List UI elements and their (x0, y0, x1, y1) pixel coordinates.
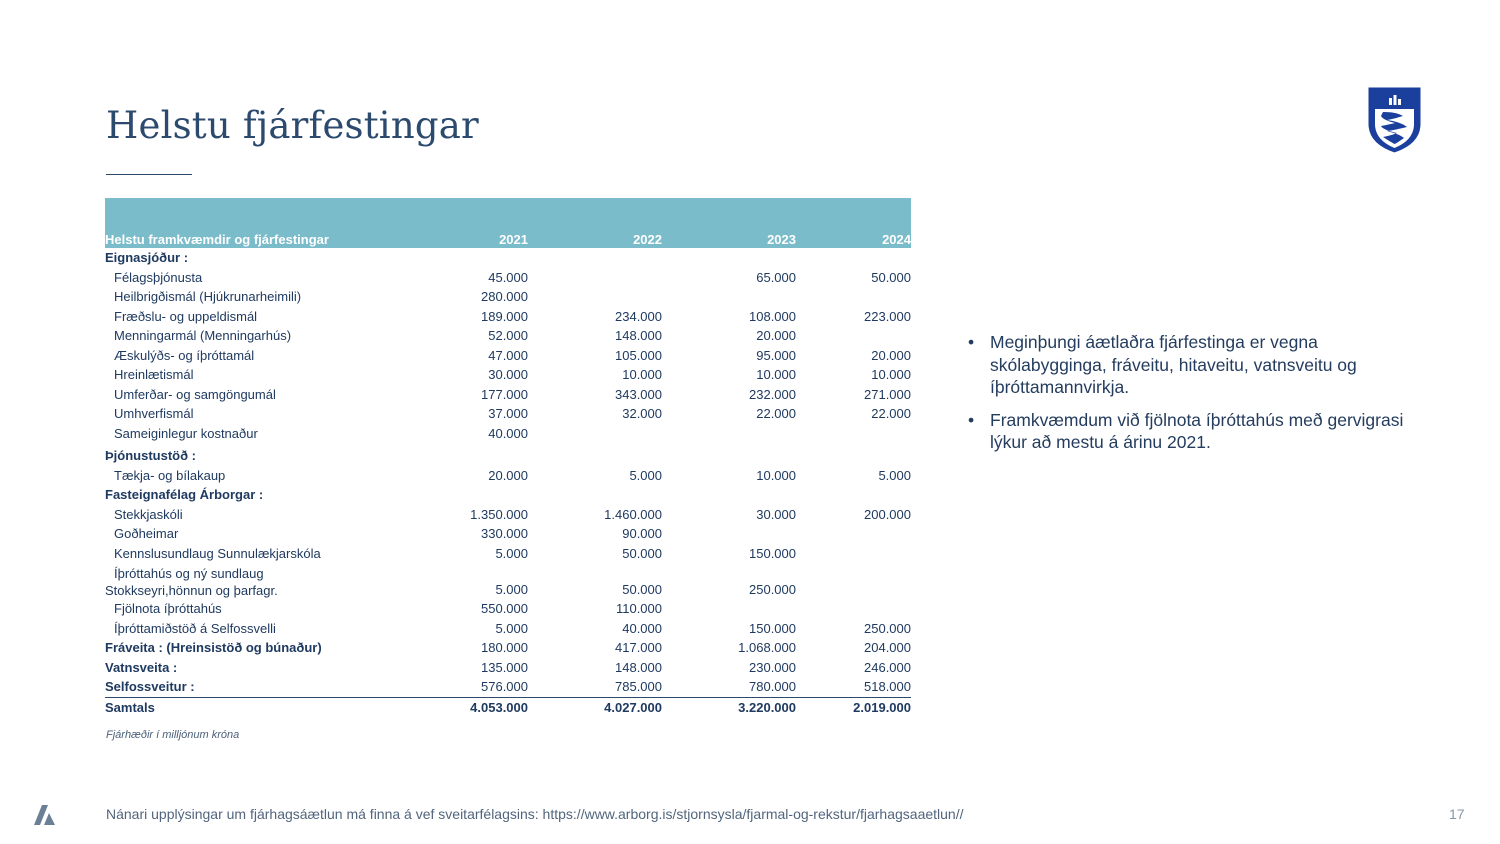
row-label: Fjölnota íþróttahús (114, 601, 222, 616)
row-2024: 22.000 (871, 406, 911, 421)
row-label: Samtals (105, 699, 155, 715)
row-2022 (528, 485, 662, 505)
row-2023: 108.000 (749, 308, 796, 324)
row-label: Goðheimar (114, 526, 179, 541)
row-2023: 232.000 (749, 386, 796, 402)
bullet-item (968, 409, 1408, 454)
table-row (105, 307, 911, 327)
bullet-marker: • (968, 332, 975, 352)
row-2021: 1.350.000 (470, 506, 528, 522)
row-2022 (528, 443, 662, 466)
table-row (105, 524, 911, 544)
row-2022: 234.000 (615, 308, 662, 324)
row-2021: 37.000 (488, 406, 528, 421)
row-2023: 95.000 (756, 347, 796, 363)
bullet-text: Framkvæmdum við fjölnota íþróttahús með gervigrasi lýkur að mestu á árinu 2021. (990, 409, 1404, 452)
row-2024: 2.019.000 (853, 699, 911, 715)
row-2023: 780.000 (662, 677, 796, 697)
table-row (105, 404, 911, 424)
bullet-list (968, 331, 1408, 464)
footer-brand-icon (34, 804, 56, 826)
row-2022: 90.000 (622, 526, 662, 541)
row-label-line2: Stokkseyri,hönnun og þarfagr. (105, 583, 278, 598)
row-2022: 148.000 (615, 328, 662, 343)
row-2022 (528, 424, 662, 444)
row-2021: 45.000 (488, 269, 528, 285)
table-row (105, 287, 911, 307)
table-row (105, 346, 911, 366)
row-label: Æskulýðs- og íþróttamál (114, 347, 255, 363)
row-2021: 40.000 (488, 425, 528, 441)
row-2022 (528, 248, 662, 268)
row-2024: 518.000 (796, 677, 911, 697)
row-2024: 20.000 (871, 347, 911, 363)
row-2024: 50.000 (871, 269, 911, 285)
row-2021: 20.000 (488, 467, 528, 483)
row-label: Vatnsveita : (105, 659, 178, 675)
row-2021 (395, 443, 528, 466)
row-2021: 135.000 (481, 659, 528, 675)
row-2022: 1.460.000 (604, 506, 662, 522)
row-2021: 30.000 (488, 367, 528, 382)
row-2022: 50.000 (622, 582, 662, 597)
row-label: Tækja- og bílakaup (114, 467, 226, 483)
row-2021 (395, 485, 528, 505)
row-2024 (796, 443, 911, 466)
row-2024: 10.000 (871, 367, 911, 382)
row-2024 (796, 544, 911, 564)
row-label: Selfossveitur : (105, 677, 395, 697)
bullet-item (968, 331, 1408, 399)
row-2024 (796, 248, 911, 268)
row-2022: 32.000 (622, 406, 662, 421)
table-note: Fjárhæðir í milljónum króna (106, 729, 240, 741)
row-2021: 47.000 (488, 347, 528, 363)
table-header-row (105, 198, 911, 248)
row-2024: 5.000 (878, 467, 911, 483)
row-2023: 22.000 (756, 406, 796, 421)
row-2024: 246.000 (864, 659, 911, 675)
row-label-multiline (105, 563, 395, 599)
row-2023: 10.000 (756, 367, 796, 382)
row-2021: 576.000 (395, 677, 528, 697)
row-2021: 189.000 (481, 308, 528, 324)
row-2023: 3.220.000 (738, 699, 796, 715)
investments-table (105, 198, 911, 717)
row-2022: 148.000 (615, 659, 662, 675)
arborg-shield-logo (1367, 86, 1422, 154)
table-row (105, 599, 911, 619)
row-2024: 250.000 (864, 620, 911, 636)
row-label: Stekkjaskóli (114, 506, 183, 522)
row-2024: 223.000 (864, 308, 911, 324)
row-2023 (662, 524, 796, 544)
row-2023: 1.068.000 (738, 640, 796, 655)
row-2023 (662, 424, 796, 444)
table-row (105, 466, 911, 486)
row-label: Félagsþjónusta (114, 269, 203, 285)
row-2021: 180.000 (481, 640, 528, 655)
row-2023: 20.000 (756, 328, 796, 343)
row-2022: 417.000 (615, 640, 662, 655)
table-row (105, 443, 911, 466)
table-row (105, 385, 911, 405)
row-2023: 65.000 (756, 269, 796, 285)
row-label: Umhverfismál (114, 406, 194, 421)
table-row (105, 365, 911, 385)
table-row (105, 544, 911, 564)
header-2021: 2021 (395, 198, 528, 248)
header-2023: 2023 (662, 198, 796, 248)
bullet-text: Meginþungi áætlaðra fjárfestinga er vegna skólabygginga, fráveitu, hitaveitu, vatnsveitu og íþróttamannvirkja. (990, 332, 1357, 397)
table-row (105, 505, 911, 525)
row-2024 (796, 563, 911, 599)
row-2023: 150.000 (749, 620, 796, 636)
footer-info-text: Nánari upplýsingar um fjárhagsáætlun má finna á vef sveitarfélagsins: https://www.arborg.is/stjornsysla/fjarmal-og-rekstur/fjarhagsaaetlun// (106, 806, 964, 822)
table-row (105, 638, 911, 658)
row-2022: 5.000 (629, 467, 662, 483)
row-2022: 110.000 (615, 601, 662, 616)
table-total-row (105, 697, 911, 717)
row-2022: 343.000 (615, 386, 662, 402)
row-label: Þjónustustöð : (105, 448, 196, 463)
row-2022: 4.027.000 (604, 699, 662, 715)
table-row (105, 677, 911, 697)
row-2022: 105.000 (615, 347, 662, 363)
row-2023 (662, 443, 796, 466)
table-row (105, 563, 911, 599)
row-2023: 30.000 (756, 506, 796, 522)
row-label: Fræðslu- og uppeldismál (114, 308, 258, 324)
row-label: Umferðar- og samgöngumál (114, 386, 276, 402)
row-label: Heilbrigðismál (Hjúkrunarheimili) (114, 289, 302, 304)
row-2021: 550.000 (481, 601, 528, 616)
bullet-marker: • (968, 409, 975, 430)
row-2021: 5.000 (495, 582, 528, 597)
row-2024 (796, 485, 911, 505)
row-2024: 271.000 (864, 386, 911, 402)
row-2023 (662, 248, 796, 268)
row-2021: 5.000 (495, 620, 528, 636)
row-label: Íþróttamiðstöð á Selfossvelli (114, 620, 276, 636)
row-label: Kennslusundlaug Sunnulækjarskóla (114, 545, 321, 561)
row-2021: 177.000 (481, 386, 528, 402)
row-2022: 785.000 (528, 677, 662, 697)
row-2022: 10.000 (622, 367, 662, 382)
table-row (105, 326, 911, 346)
row-2023 (662, 599, 796, 619)
row-2022: 50.000 (622, 545, 662, 561)
header-2022: 2022 (528, 198, 662, 248)
row-2023: 10.000 (756, 467, 796, 483)
row-label: Eignasjóður : (105, 250, 189, 265)
table-row (105, 658, 911, 678)
row-2023: 250.000 (749, 582, 796, 597)
header-label: Helstu framkvæmdir og fjárfestingar (105, 198, 395, 248)
row-2024: 200.000 (864, 506, 911, 522)
table-row (105, 424, 911, 444)
row-2024 (796, 326, 911, 346)
header-2024: 2024 (796, 198, 911, 248)
row-2021: 280.000 (481, 289, 528, 304)
page-number: 17 (1449, 806, 1465, 822)
table-row (105, 248, 911, 268)
title-underline (106, 174, 192, 175)
row-label-line1: Íþróttahús og ný sundlaug (114, 566, 264, 581)
row-2023 (662, 287, 796, 307)
slide-title: Helstu fjárfestingar (106, 104, 479, 147)
row-2024 (796, 287, 911, 307)
row-label: Hreinlætismál (114, 367, 194, 382)
row-2021: 52.000 (488, 328, 528, 343)
row-2023: 230.000 (749, 659, 796, 675)
row-label: Menningarmál (Menningarhús) (114, 328, 292, 343)
row-2023 (662, 485, 796, 505)
table-row (105, 485, 911, 505)
row-2021: 4.053.000 (470, 699, 528, 715)
row-2024 (796, 424, 911, 444)
row-2021: 5.000 (495, 545, 528, 561)
row-2022: 40.000 (622, 620, 662, 636)
row-label: Fráveita : (Hreinsistöð og búnaður) (105, 640, 322, 655)
table-row (105, 268, 911, 288)
row-2024: 204.000 (864, 640, 911, 655)
row-2023: 150.000 (749, 545, 796, 561)
table-row (105, 619, 911, 639)
row-2024 (796, 599, 911, 619)
row-label: Fasteignafélag Árborgar : (105, 487, 264, 502)
row-2022 (528, 268, 662, 288)
row-label: Sameiginlegur kostnaður (114, 425, 258, 441)
row-2021 (395, 248, 528, 268)
row-2021: 330.000 (481, 526, 528, 541)
row-2022 (528, 287, 662, 307)
row-2024 (796, 524, 911, 544)
